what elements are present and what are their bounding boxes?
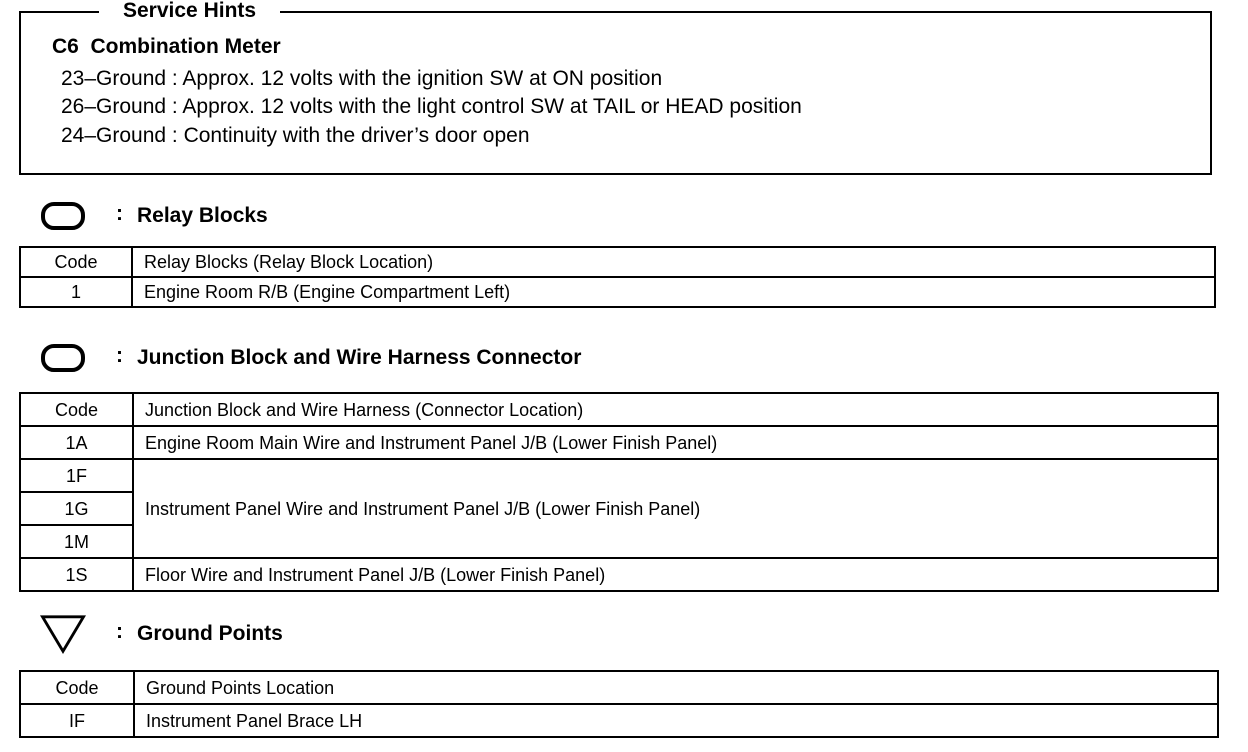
relay-blocks-table xyxy=(19,246,1216,308)
table-header-row xyxy=(20,247,1215,277)
service-hints-legend: Service Hints xyxy=(99,0,280,23)
code-cell: 1M xyxy=(20,525,133,558)
rounded-rectangle-icon xyxy=(40,340,86,376)
code-cell: 1G xyxy=(20,492,133,525)
code-header: Code xyxy=(20,393,133,426)
location-cell: Engine Room R/B (Engine Compartment Left) xyxy=(132,277,1215,307)
code-cell: 1F xyxy=(20,459,133,492)
table-header-row xyxy=(20,671,1218,704)
service-hints-heading: C6 Combination Meter xyxy=(52,35,281,58)
location-header: Junction Block and Wire Harness (Connector Location) xyxy=(133,393,1218,426)
code-header: Code xyxy=(20,247,132,277)
location-header: Ground Points Location xyxy=(134,671,1218,704)
ground-points-table xyxy=(19,670,1219,738)
relay-blocks-title: Relay Blocks xyxy=(137,204,268,227)
table-row xyxy=(20,704,1218,737)
junction-block-header xyxy=(40,338,581,378)
location-cell: Instrument Panel Brace LH xyxy=(134,704,1218,737)
ground-points-header xyxy=(40,614,283,654)
code-cell: 1S xyxy=(20,558,133,591)
section-colon: : xyxy=(116,620,123,643)
rounded-rectangle-icon xyxy=(40,198,86,234)
junction-block-title: Junction Block and Wire Harness Connector xyxy=(137,346,582,369)
service-hints-box xyxy=(19,0,1212,175)
section-colon: : xyxy=(116,344,123,367)
inverted-triangle-icon xyxy=(40,609,86,659)
table-header-row xyxy=(20,393,1218,426)
table-row xyxy=(20,277,1215,307)
service-hint-line: 26–Ground : Approx. 12 volts with the light control SW at TAIL or HEAD position xyxy=(61,95,802,118)
service-hint-line: 23–Ground : Approx. 12 volts with the ignition SW at ON position xyxy=(61,67,663,90)
location-cell: Instrument Panel Wire and Instrument Panel J/B (Lower Finish Panel) xyxy=(133,459,1218,558)
code-cell: IF xyxy=(20,704,134,737)
junction-block-table xyxy=(19,392,1219,592)
service-hint-line: 24–Ground : Continuity with the driver’s door open xyxy=(61,124,530,147)
table-row xyxy=(20,426,1218,459)
location-cell: Engine Room Main Wire and Instrument Panel J/B (Lower Finish Panel) xyxy=(133,426,1218,459)
code-cell: 1 xyxy=(20,277,132,307)
location-header: Relay Blocks (Relay Block Location) xyxy=(132,247,1215,277)
section-colon: : xyxy=(116,202,123,225)
code-header: Code xyxy=(20,671,134,704)
ground-points-title: Ground Points xyxy=(137,622,283,645)
table-row xyxy=(20,558,1218,591)
code-cell: 1A xyxy=(20,426,133,459)
location-cell: Floor Wire and Instrument Panel J/B (Lower Finish Panel) xyxy=(133,558,1218,591)
table-row xyxy=(20,459,1218,492)
relay-blocks-header xyxy=(40,196,268,236)
